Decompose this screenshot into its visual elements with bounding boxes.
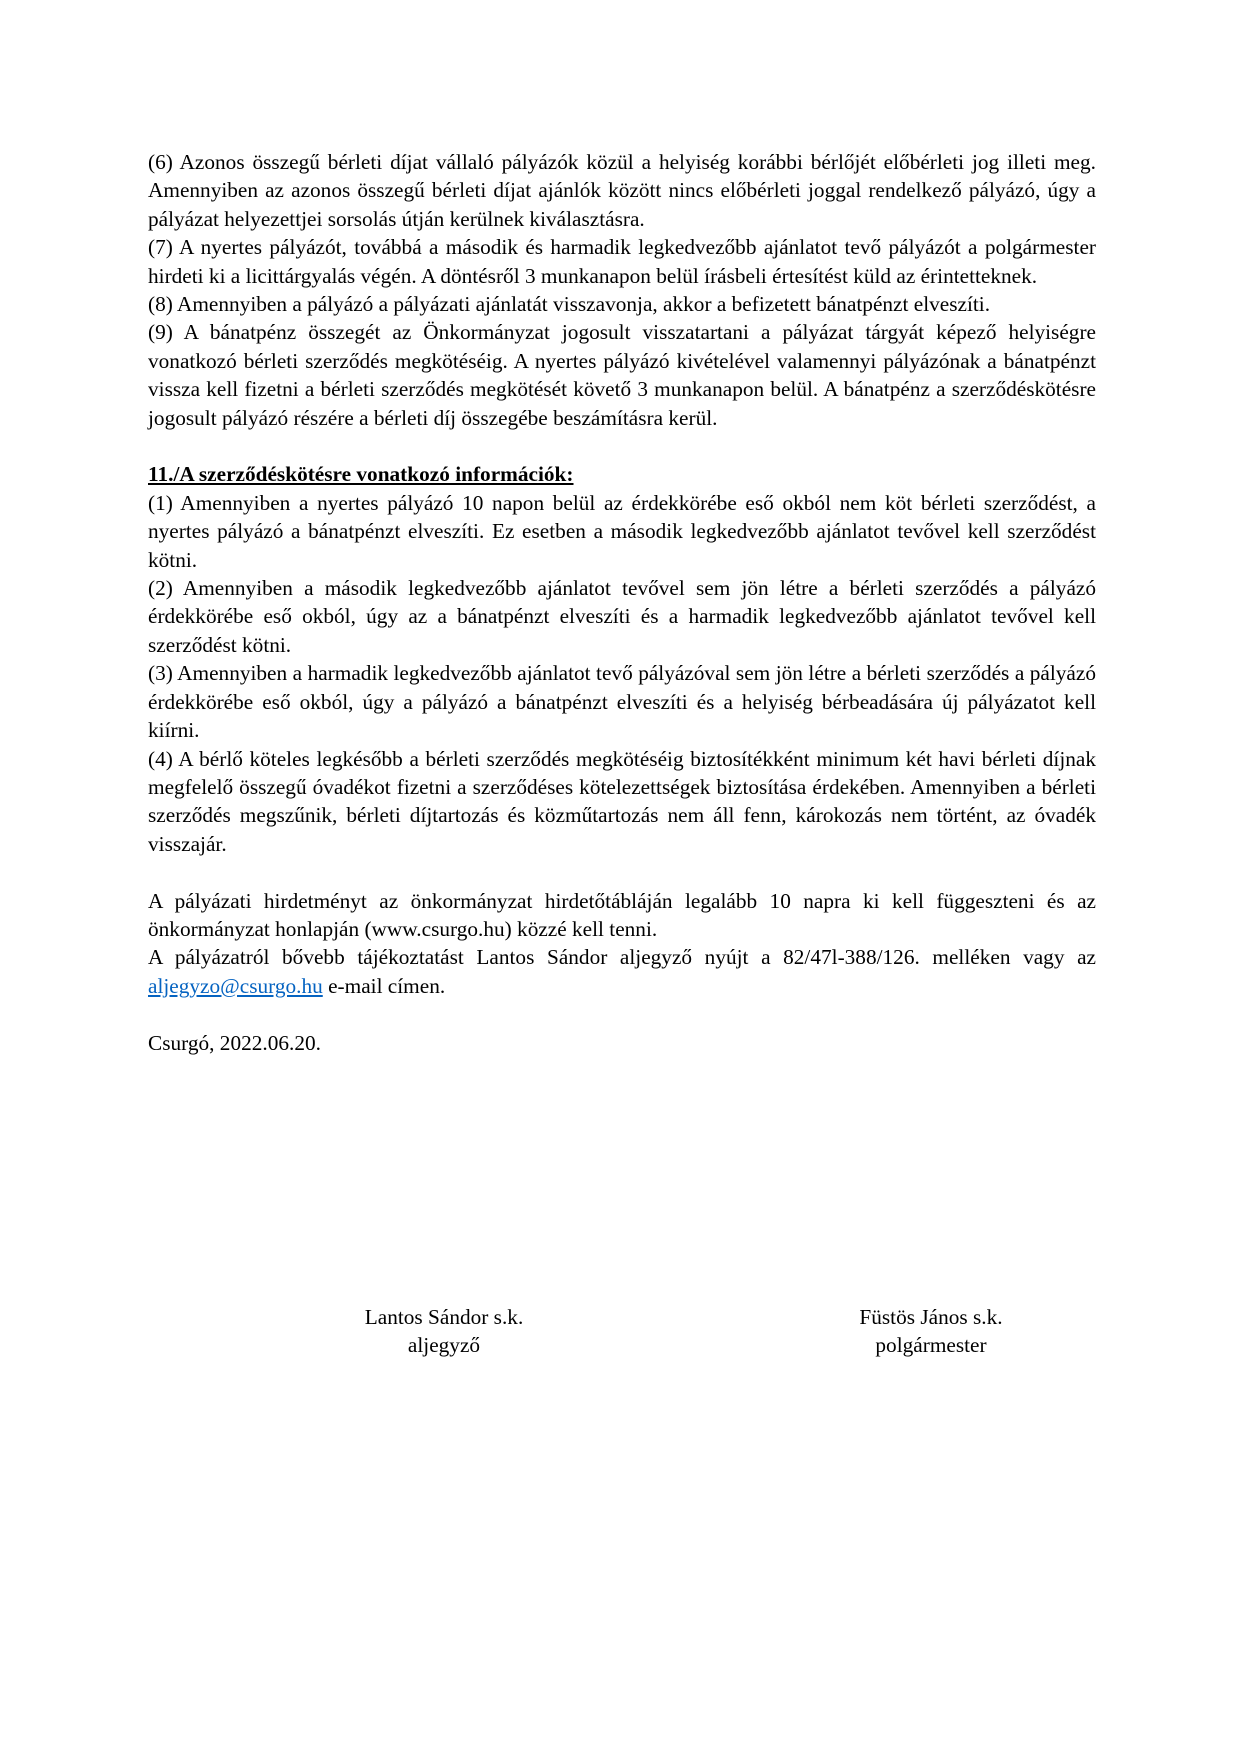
contact-text-suffix: e-mail címen.	[322, 973, 446, 998]
paragraph-10-7: (7) A nyertes pályázót, továbbá a második és harmadik legkedvezőbb ajánlatot tevő pályázót a polgármester hirdeti ki a licittárgyalás végén. A döntésről 3 munkanapon belül írásbeli értesítést küld az érintetteknek.	[148, 235, 1096, 288]
contact-text-prefix: A pályázatról bővebb tájékoztatást Lantos Sándor aljegyző nyújt a 82/47l-388/126. melléken vagy az	[148, 945, 1096, 970]
signer-name-right: Füstös János s.k.	[859, 1305, 1003, 1329]
place-date: Csurgó, 2022.06.20.	[148, 1030, 321, 1055]
spacer	[148, 432, 1096, 460]
signer-name-left: Lantos Sándor s.k.	[364, 1305, 524, 1329]
paragraph-11-1: (1) Amennyiben a nyertes pályázó 10 napon belül az érdekkörébe eső okból nem köt bérleti szerződést, a nyertes pályázó a bánatpénzt elveszíti. Ez esetben a második legkedvezőbb ajánlatot tevővel kell szerződést kötni.	[148, 490, 1096, 572]
paragraph-10-8: (8) Amennyiben a pályázó a pályázati ajánlatát visszavonja, akkor a befizetett bánatpénzt elveszíti.	[148, 292, 991, 317]
paragraph-11-2: (2) Amennyiben a második legkedvezőbb ajánlatot tevővel sem jön létre a bérleti szerződés a pályázó érdekkörébe eső okból, úgy az a bánatpénzt elveszíti és a harmadik legkedvezőbb ajánlatot tevővel kell szerződést kötni.	[148, 576, 1096, 657]
email-link[interactable]: aljegyzo@csurgo.hu	[148, 973, 323, 998]
document-body	[148, 148, 1096, 1057]
signature-block	[148, 1303, 1096, 1363]
signature-right	[781, 1303, 1081, 1360]
paragraph-10-9: (9) A bánatpénz összegét az Önkormányzat jogosult visszatartani a pályázat tárgyát képező helyiségre vonatkozó bérleti szerződés megkötéséig. A nyertes pályázó kivételével valamennyi pályázónak a bánatpénzt vissza kell fizetni a bérleti szerződés megkötését követő 3 munkanapon belül. A bánatpénz a szerződéskötésre jogosult pályázó részére a bérleti díj összegébe beszámításra kerül.	[148, 320, 1096, 430]
paragraph-11-4: (4) A bérlő köteles legkésőbb a bérleti szerződés megkötéséig biztosítékként minimum két havi bérleti díjnak megfelelő összegű óvadékot fizetni a szerződéses kötelezettségek biztosítása érdekében. Amennyiben a bérleti szerződés megszűnik, bérleti díjtartozás és közműtartozás nem áll fenn, károkozás nem történt, az óvadék visszajár.	[148, 746, 1096, 856]
section-11-heading: 11./A szerződéskötésre vonatkozó információk:	[148, 462, 574, 487]
signer-title-left: aljegyző	[407, 1333, 481, 1358]
spacer	[148, 858, 1096, 886]
signature-left	[294, 1303, 594, 1360]
signer-title-right: polgármester	[875, 1333, 987, 1358]
spacer	[148, 1000, 1096, 1028]
paragraph-10-6: (6) Azonos összegű bérleti díjat vállaló pályázók közül a helyiség korábbi bérlőjét előbérleti jog illeti meg. Amennyiben az azonos összegű bérleti díjat ajánlók között nincs előbérleti joggal rendelkező pályázó, úgy a pályázat helyezettjei sorsolás útján kerülnek kiválasztásra.	[148, 150, 1096, 231]
notice-paragraph: A pályázati hirdetményt az önkormányzat hirdetőtábláján legalább 10 napra ki kell függeszteni és az önkormányzat honlapján (www.csurgo.hu) közzé kell tenni.	[148, 888, 1096, 941]
paragraph-11-3: (3) Amennyiben a harmadik legkedvezőbb ajánlatot tevő pályázóval sem jön létre a bérleti szerződés a pályázó érdekkörébe eső okból, úgy a pályázó a bánatpénzt elveszíti és a helyiség bérbeadására új pályázatot kell kiírni.	[148, 661, 1096, 743]
contact-paragraph	[148, 943, 1096, 1000]
